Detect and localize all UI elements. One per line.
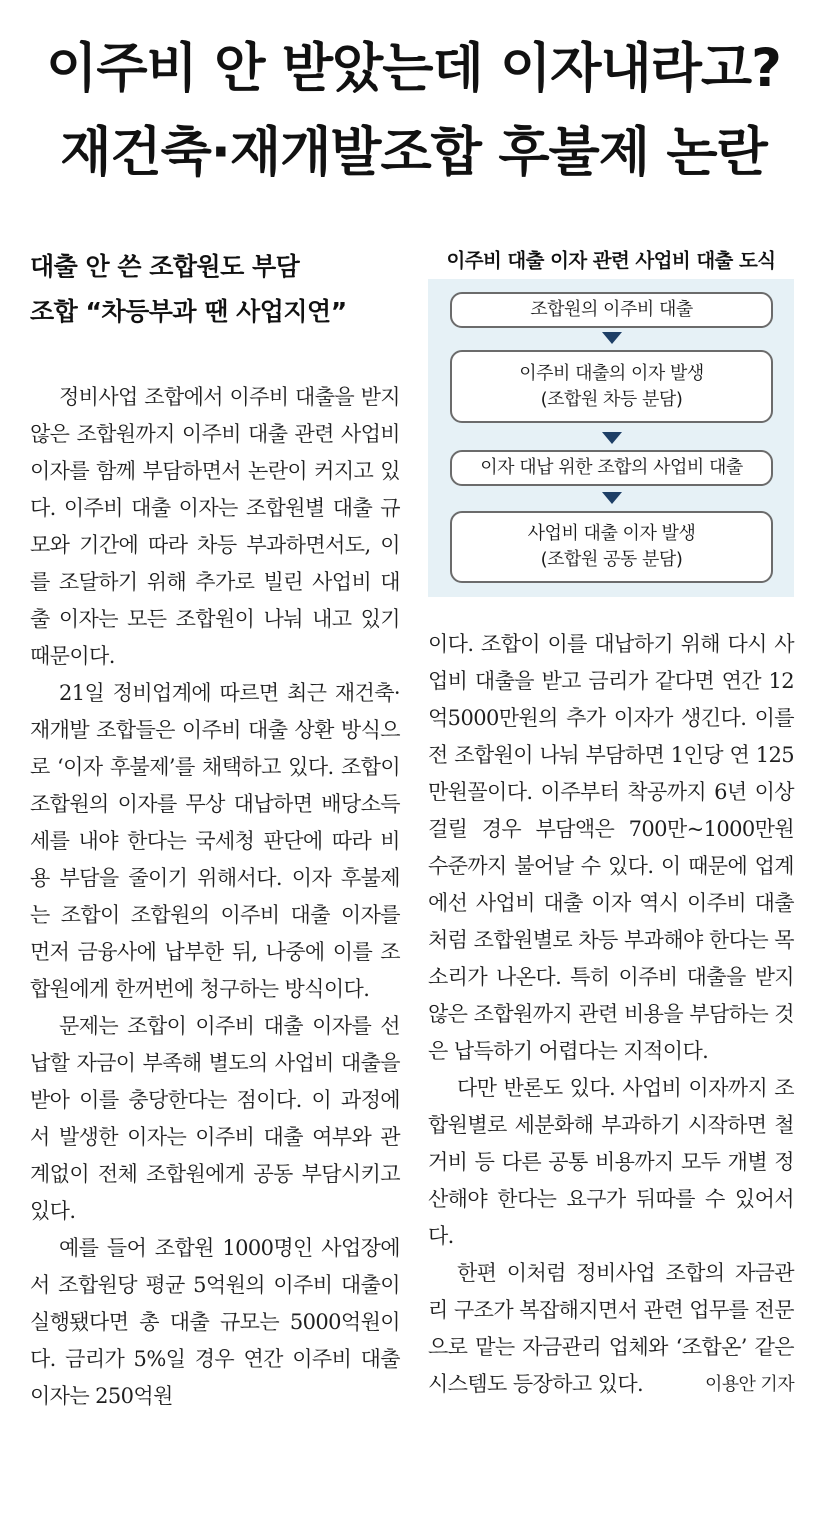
article-paragraph: 21일 정비업계에 따르면 최근 재건축·재개발 조합들은 이주비 대출 상환 방식으로 ‘이자 후불제’를 채택하고 있다. 조합이 조합원의 이자를 무상 대납하면 배당소득세를 내야 한다는 국세청 판단에 따라 비용 부담을 줄이기 위해서다. 이자 후불제는 조합이 조합원의 이주비 대출 이자를 먼저 금융사에 납부한 뒤, 나중에 이를 조합원에게 한꺼번에 청구하는 방식이다. (30, 681, 400, 1001)
article-paragraph: 다만 반론도 있다. 사업비 이자까지 조합원별로 세분화해 부과하기 시작하면 철거비 등 다른 공통 비용까지 모두 개별 정산해야 한다는 요구가 뒤따를 수 있어서다. (428, 1076, 794, 1248)
flow-step-1-text: 조합원의 이주비 대출 (530, 299, 693, 320)
subheadline-line-1: 대출 안 쓴 조합원도 부담 (30, 252, 300, 281)
loan-flow-diagram (428, 246, 794, 598)
article-paragraph: 한편 이처럼 정비사업 조합의 자금관리 구조가 복잡해지면서 관련 업무를 전문으로 맡는 자금관리 업체와 ‘조합온’ 같은 시스템도 등장하고 있다. (428, 1261, 794, 1396)
flow-step-4-text: 사업비 대출 이자 발생 (527, 523, 696, 544)
article-column-right (428, 626, 794, 1403)
diagram-panel (428, 279, 794, 597)
flow-step-2-note: (조합원 차등 분담) (540, 388, 683, 410)
byline: 이용안 기자 (704, 1374, 794, 1395)
down-arrow-icon (602, 492, 622, 504)
article-paragraph: 정비사업 조합에서 이주비 대출을 받지 않은 조합원까지 이주비 대출 관련 사업비 이자를 함께 부담하면서 논란이 커지고 있다. 이주비 대출 이자는 조합원별 대출 규모와 기간에 따라 차등 부과하면서도, 이를 조달하기 위해 추가로 빌린 사업비 대출 이자는 모든 조합원이 나눠 내고 있기 때문이다. (30, 385, 400, 668)
flow-step-3 (450, 450, 773, 486)
diagram-title: 이주비 대출 이자 관련 사업비 대출 도식 (446, 249, 776, 272)
article-column-left (30, 379, 400, 1415)
headline-line-2: 재건축·재개발조합 후불제 논란 (60, 122, 767, 183)
article-paragraph: 예를 들어 조합원 1000명인 사업장에서 조합원당 평균 5억원의 이주비 대출이 실행됐다면 총 대출 규모는 5000억원이다. 금리가 5%일 경우 연간 이주비 대출 이자는 250억원 (30, 1236, 400, 1408)
flow-step-1 (450, 292, 773, 328)
down-arrow-icon (602, 432, 622, 444)
flow-step-3-text: 이자 대납 위한 조합의 사업비 대출 (480, 457, 743, 478)
flow-step-2 (450, 350, 773, 423)
headline-line-1: 이주비 안 받았는데 이자내라고? (46, 38, 781, 99)
down-arrow-icon (602, 332, 622, 344)
article-paragraph: 문제는 조합이 이주비 대출 이자를 선납할 자금이 부족해 별도의 사업비 대출을 받아 이를 충당한다는 점이다. 이 과정에서 발생한 이자는 이주비 대출 여부와 관계없이 전체 조합원에게 공동 부담시키고 있다. (30, 1014, 400, 1223)
flow-step-4 (450, 511, 773, 583)
flow-step-2-text: 이주비 대출의 이자 발생 (519, 362, 704, 384)
subheadline-line-2: 조합 “차등부과 땐 사업지연” (30, 297, 347, 326)
flow-step-4-note: (조합원 공동 분담) (540, 549, 683, 570)
article-paragraph: 이다. 조합이 이를 대납하기 위해 다시 사업비 대출을 받고 금리가 같다면 연간 12억5000만원의 추가 이자가 생긴다. 이를 전 조합원이 나눠 부담하면 1인당 연 125만원꼴이다. 이주부터 착공까지 6년 이상 걸릴 경우 부담액은 700만~1000만원 수준까지 불어날 수 있다. 이 때문에 업계에선 사업비 대출 이자 역시 이주비 대출처럼 조합원별로 차등 부과해야 한다는 목소리가 나온다. 특히 이주비 대출을 받지 않은 조합원까지 관련 비용을 부담하는 것은 납득하기 어렵다는 지적이다. (428, 632, 794, 1063)
